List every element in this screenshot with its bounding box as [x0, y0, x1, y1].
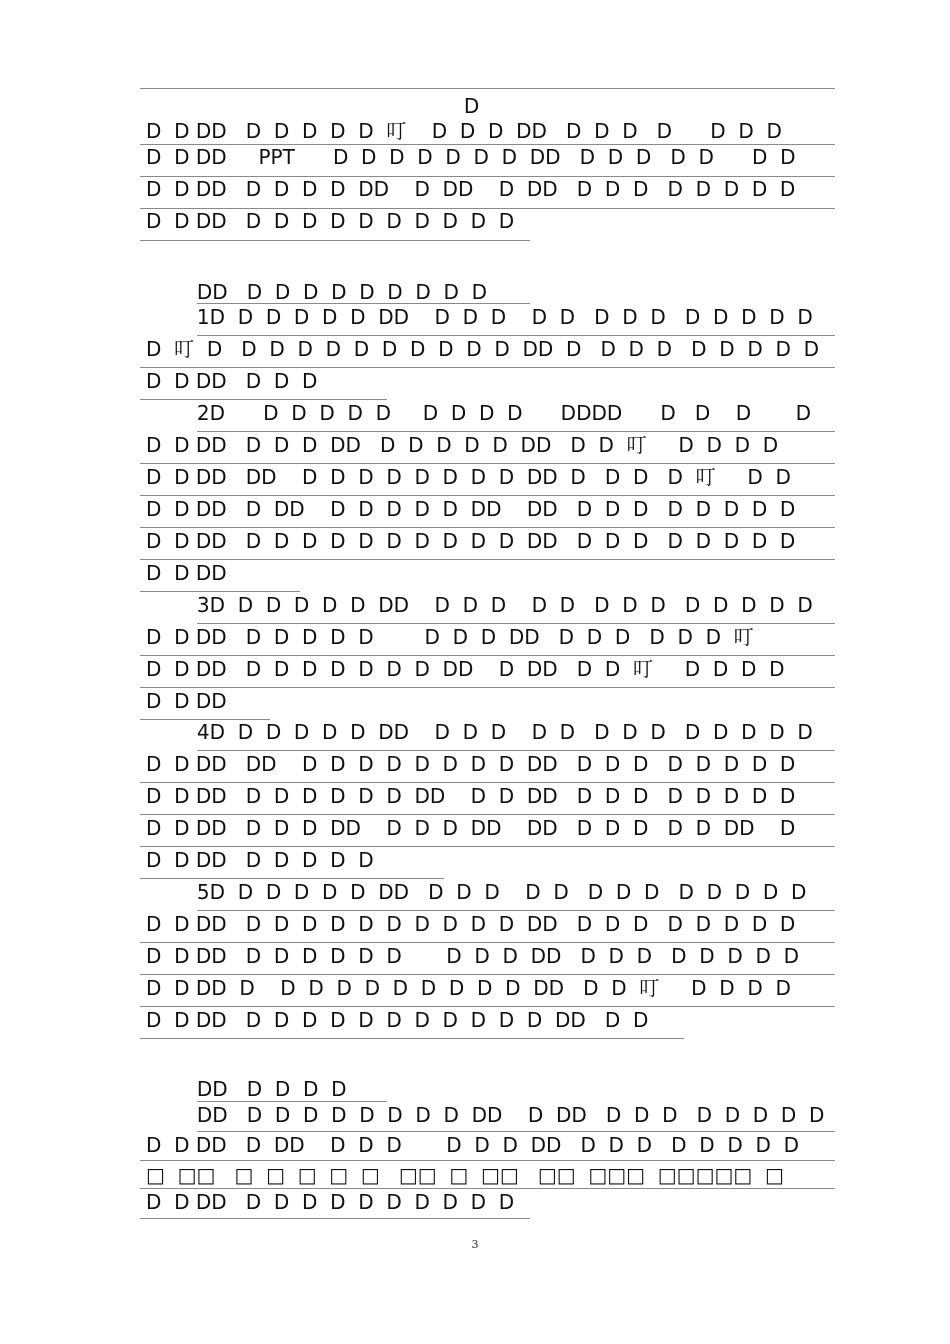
- text-line: D D DD D D D D D D D D D DD D D D D D D D D: [146, 944, 800, 968]
- rule: [140, 559, 835, 560]
- text-line: D: [146, 94, 480, 118]
- text-line: D D DD D D D D D D D D D D: [146, 1190, 515, 1214]
- text-line: 2D D D D D D D D D D DDDD D D D D: [146, 401, 812, 425]
- text-line: D D DD DD D D D D D D D D DD D D D D D D D D: [146, 752, 796, 776]
- text-line: D D DD D D D D D D D D D D DD D D D D D D D D: [146, 912, 796, 936]
- text-line: D D DD D DD D D D D D D DD D D D D D D D D: [146, 1133, 800, 1157]
- text-line: D D DD D D D D D D D D D D: [146, 209, 515, 233]
- text-line: DD D D D D D D D D D: [146, 280, 488, 304]
- text-line: DD D D D D D D D D DD D DD D D D D D D D D: [146, 1103, 825, 1127]
- text-line: D D DD D D D D D D D DD D DD D D 叮 D D D D: [146, 657, 785, 681]
- text-line: D D DD PPT D D D D D D D DD D D D D D D D: [146, 145, 796, 169]
- text-line: □ □□ □ □ □ □ □ □□ □ □□ □□ □□□ □□□□□ □: [146, 1163, 784, 1187]
- text-line: D D DD D D D DD D D D DD DD D D D D D DD D: [146, 816, 796, 840]
- rule: [140, 88, 835, 89]
- text-line: D D DD D D D D D D DD D D DD D D D D D D D D: [146, 784, 796, 808]
- text-line: D D DD DD D D D D D D D D DD D D D D 叮 D D: [146, 465, 791, 489]
- text-line: D D DD D D D D D D D D D D DD D D 叮 D D D D: [146, 976, 791, 1000]
- text-line: D D DD D DD D D D D D DD DD D D D D D D D D: [146, 497, 796, 521]
- text-line: 4D D D D D D DD D D D D D D D D D D D D D: [146, 720, 813, 744]
- rule: [140, 687, 835, 688]
- text-line: D 叮 D D D D D D D D D D D DD D D D D D D D D D: [146, 337, 820, 361]
- rule: [140, 1218, 530, 1219]
- text-line: D D DD D D D D D D D D D D DD D D D D D D D D: [146, 529, 796, 553]
- text-line: 1D D D D D D DD D D D D D D D D D D D D D: [146, 305, 813, 329]
- text-line: DD D D D D: [146, 1077, 347, 1101]
- text-line: D D DD D D D DD D D D D D DD D D 叮 D D D D: [146, 433, 779, 457]
- text-line: 3D D D D D D DD D D D D D D D D D D D D D: [146, 593, 813, 617]
- text-line: D D DD: [146, 689, 227, 713]
- rule: [140, 1038, 684, 1039]
- text-line: D D DD D D D D D 叮 D D D DD D D D D D D D: [146, 119, 782, 143]
- text-line: D D DD D D D D DD D DD D DD D D D D D D D D: [146, 177, 796, 201]
- text-line: D D DD: [146, 561, 227, 585]
- text-line: D D DD D D D D D: [146, 848, 374, 872]
- text-line: D D DD D D D: [146, 369, 318, 393]
- text-line: D D DD D D D D D D D D D D D DD D D: [146, 1008, 649, 1032]
- rule: [140, 240, 530, 241]
- page-number: 3: [471, 1238, 479, 1251]
- text-line: D D DD D D D D D D D D DD D D D D D D 叮: [146, 625, 754, 649]
- text-line: 5D D D D D D DD D D D D D D D D D D D D D: [146, 880, 807, 904]
